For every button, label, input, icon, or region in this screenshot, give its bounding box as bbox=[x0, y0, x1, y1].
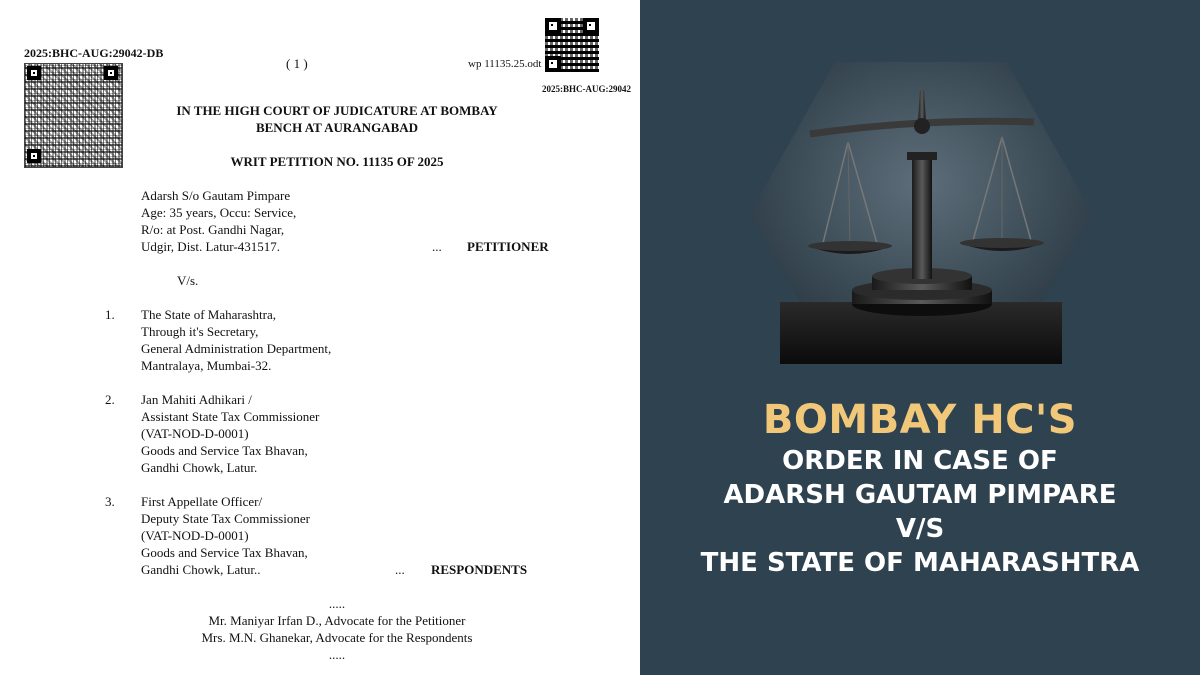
respondent-line: Goods and Service Tax Bhavan, bbox=[141, 545, 308, 560]
file-reference: wp 11135.25.odt bbox=[468, 58, 542, 70]
respondents-role: RESPONDENTS bbox=[431, 562, 528, 577]
respondent-line: Deputy State Tax Commissioner bbox=[141, 511, 310, 526]
petitioner-line: Adarsh S/o Gautam Pimpare bbox=[141, 188, 291, 203]
respondent-line: Mantralaya, Mumbai-32. bbox=[141, 358, 272, 373]
respondent-line: Through it's Secretary, bbox=[141, 324, 259, 339]
separator: ..... bbox=[328, 647, 346, 662]
respondent-number: 1. bbox=[105, 307, 115, 322]
petitioner-line: R/o: at Post. Gandhi Nagar, bbox=[141, 222, 285, 237]
case-code: 2025:BHC-AUG:29042-DB bbox=[24, 46, 164, 60]
separator: ..... bbox=[328, 596, 346, 611]
respondent-line: First Appellate Officer/ bbox=[141, 494, 263, 509]
banner-versus: V/S bbox=[895, 514, 945, 544]
respondent-line: Jan Mahiti Adhikari / bbox=[141, 392, 252, 407]
respondent-line: Goods and Service Tax Bhavan, bbox=[141, 443, 308, 458]
banner-subtitle: ORDER IN CASE OF bbox=[782, 446, 1058, 476]
banner-headline: BOMBAY HC'S bbox=[762, 397, 1078, 443]
qr-caption: 2025:BHC-AUG:29042 bbox=[542, 84, 631, 94]
respondent-line: Gandhi Chowk, Latur. bbox=[141, 460, 258, 475]
court-name: IN THE HIGH COURT OF JUDICATURE AT BOMBAY bbox=[176, 103, 498, 118]
respondent-line: (VAT-NOD-D-0001) bbox=[141, 528, 249, 543]
header-qr-code bbox=[545, 18, 599, 72]
petitioner-dots: ... bbox=[432, 239, 442, 254]
petitioner-line: Udgir, Dist. Latur-431517. bbox=[141, 239, 280, 254]
scales-of-justice-icon bbox=[750, 62, 1092, 364]
page-number: ( 1 ) bbox=[286, 56, 308, 71]
respondent-number: 2. bbox=[105, 392, 115, 407]
respondents-dots: ... bbox=[395, 562, 405, 577]
bench-name: BENCH AT AURANGABAD bbox=[255, 120, 419, 135]
respondent-line: (VAT-NOD-D-0001) bbox=[141, 426, 249, 441]
advocate-petitioner: Mr. Maniyar Irfan D., Advocate for the Petitioner bbox=[208, 613, 466, 628]
respondent-line: General Administration Department, bbox=[141, 341, 332, 356]
respondent-number: 3. bbox=[105, 494, 115, 509]
banner-respondent-name: THE STATE OF MAHARASHTRA bbox=[700, 548, 1140, 578]
respondent-line: Assistant State Tax Commissioner bbox=[141, 409, 320, 424]
banner-petitioner-name: ADARSH GAUTAM PIMPARE bbox=[723, 480, 1117, 510]
respondent-line: The State of Maharashtra, bbox=[141, 307, 277, 322]
advocate-respondents: Mrs. M.N. Ghanekar, Advocate for the Respondents bbox=[201, 630, 473, 645]
respondent-line: Gandhi Chowk, Latur.. bbox=[141, 562, 261, 577]
petition-title: WRIT PETITION NO. 11135 OF 2025 bbox=[230, 154, 444, 169]
petitioner-role: PETITIONER bbox=[467, 239, 549, 254]
versus: V/s. bbox=[177, 273, 199, 288]
petitioner-line: Age: 35 years, Occu: Service, bbox=[141, 205, 297, 220]
banner-panel bbox=[640, 0, 1200, 675]
document-qr-code bbox=[24, 63, 123, 168]
